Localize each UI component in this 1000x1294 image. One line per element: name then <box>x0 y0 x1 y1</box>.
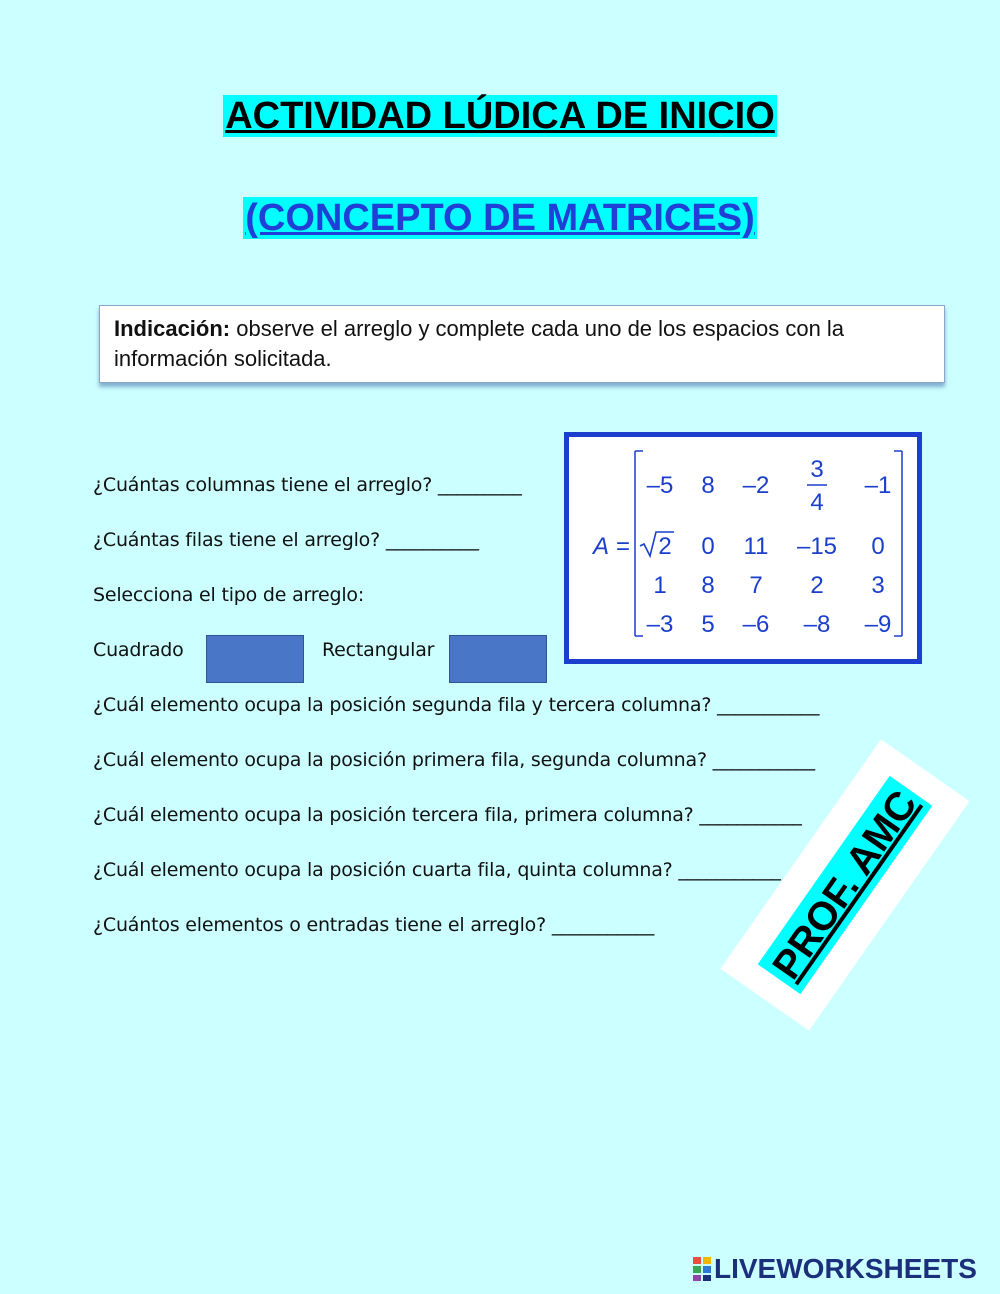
question-row4-col5: ¿Cuál elemento ocupa la posición cuarta fila, quinta columna? ___________ <box>93 859 781 881</box>
matrix-entry-r4-c2: 5 <box>701 611 715 638</box>
matrix-entry-r2-c5: 0 <box>871 533 885 560</box>
matrix-a <box>569 437 917 659</box>
matrix-entry-r2-c2: 0 <box>701 533 715 560</box>
option-square-label: Cuadrado <box>93 639 184 661</box>
option-rectangular-label: Rectangular <box>322 639 435 661</box>
activity-title: ACTIVIDAD LÚDICA DE INICIO <box>225 95 775 137</box>
matrix-entry-r2-c1: 2 <box>658 533 672 560</box>
matrix-entry-r3-c2: 8 <box>701 572 715 599</box>
matrix-entry-r3-c3: 7 <box>749 572 763 599</box>
matrix-entry-r4-c5: –9 <box>864 611 892 638</box>
matrix-entry-r3-c4: 2 <box>810 572 824 599</box>
matrix-name: A <box>592 533 610 560</box>
matrix-entry-r1-c4-numerator: 3 <box>810 456 824 483</box>
matrix-entry-r1-c2: 8 <box>701 472 715 499</box>
question-type-prompt: Selecciona el tipo de arreglo: <box>93 584 365 606</box>
matrix-entry-r1-c1: –5 <box>646 472 674 499</box>
question-row3-col1: ¿Cuál elemento ocupa la posición tercera fila, primera columna? ___________ <box>93 804 802 826</box>
liveworksheets-logo[interactable] <box>692 1254 977 1284</box>
question-entries: ¿Cuántos elementos o entradas tiene el arreglo? ___________ <box>93 914 655 936</box>
logo-text: LIVEWORKSHEETS <box>714 1253 977 1284</box>
question-row2-col3: ¿Cuál elemento ocupa la posición segunda fila y tercera columna? ___________ <box>93 694 820 716</box>
matrix-entry-r1-c4-denominator: 4 <box>810 489 824 516</box>
question-rows: ¿Cuántas filas tiene el arreglo? __________ <box>93 529 479 551</box>
matrix-entry-r2-c4: –15 <box>796 533 838 560</box>
question-row1-col2: ¿Cuál elemento ocupa la posición primera fila, segunda columna? ___________ <box>93 749 815 771</box>
liveworksheets-icon <box>692 1256 712 1282</box>
stamp-text: PROF. AMC <box>758 776 933 995</box>
matrix-frame <box>564 432 922 664</box>
indication-label: Indicación: <box>114 316 231 341</box>
matrix-entry-r3-c5: 3 <box>871 572 885 599</box>
matrix-entry-r2-c3: 11 <box>743 533 769 560</box>
answer-box-rectangular[interactable] <box>449 635 547 683</box>
activity-subtitle: (CONCEPTO DE MATRICES) <box>245 197 755 239</box>
matrix-entry-r4-c3: –6 <box>742 611 770 638</box>
matrix-equals-sign: = <box>615 533 631 560</box>
matrix-entry-r4-c4: –8 <box>803 611 831 638</box>
indication-box <box>99 305 945 383</box>
answer-box-square[interactable] <box>206 635 304 683</box>
matrix-entry-r1-c3: –2 <box>742 472 770 499</box>
matrix-entry-r3-c1: 1 <box>653 572 667 599</box>
matrix-entry-r4-c1: –3 <box>646 611 674 638</box>
indication-text: observe el arreglo y complete cada uno de los espacios con la información solicitada. <box>114 316 845 371</box>
matrix-entry-r1-c5: –1 <box>864 472 892 499</box>
question-columns: ¿Cuántas columnas tiene el arreglo? _________ <box>93 474 522 496</box>
